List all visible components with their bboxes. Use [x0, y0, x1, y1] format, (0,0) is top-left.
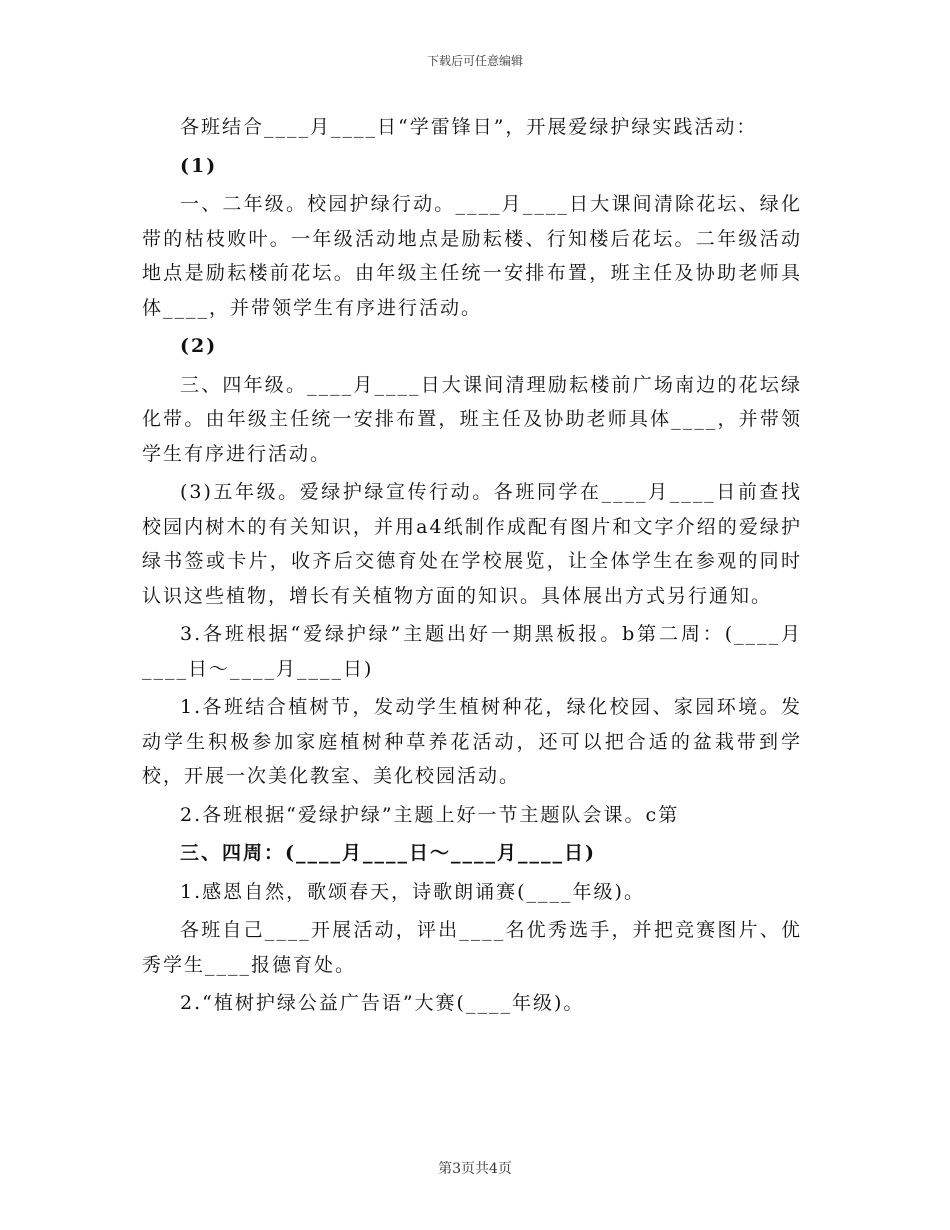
paragraph: 三、四周：(____月____日～____月____日) [180, 842, 596, 864]
paragraph: 1.各班结合植树节，发动学生植树种花，绿化校园、家园环境。发动学生积极参加家庭植树种草养花活动，还可以把合适的盆栽带到学校，开展一次美化教室、美化校园活动。 [142, 696, 802, 787]
paragraph: 3.各班根据“爱绿护绿”主题出好一期黑板报。b第二周：(____月____日～____月____日) [142, 623, 802, 680]
paragraph: 三、四年级。____月____日大课间清理励耘楼前广场南边的花坛绿化带。由年级主任统一安排布置，班主任及协助老师具体____，并带领学生有序进行活动。 [142, 373, 802, 465]
paragraph: 各班自己____开展活动，评出____名优秀选手，并把竞赛图片、优秀学生____报德育处。 [142, 919, 802, 976]
paragraph: (1) [180, 154, 218, 177]
paragraph: 2.各班根据“爱绿护绿”主题上好一节主题队会课。c第 [180, 803, 680, 826]
paragraph: 一、二年级。校园护绿行动。____月____日大课间清除花坛、绿化带的枯枝败叶。一年级活动地点是励耘楼、行知楼后花坛。二年级活动地点是励耘楼前花坛。由年级主任统一安排布置，班主任及协助老师具体____，并带领学生有序进行活动。 [142, 193, 802, 319]
paragraph: (2) [180, 335, 218, 357]
paragraph: 1.感恩自然，歌颂春天，诗歌朗诵赛(____年级)。 [180, 880, 645, 903]
page-number: 第3页共4页 [438, 1161, 512, 1177]
paragraph: 2.“植树护绿公益广告语”大赛(____年级)。 [180, 992, 585, 1014]
document-body [142, 110, 802, 1025]
page-header-note: 下载后可任意编辑 [426, 54, 523, 68]
paragraph: (3)五年级。爱绿护绿宣传行动。各班同学在____月____日前查找校园内树木的有关知识，并用a4纸制作成配有图片和文字介绍的爱绿护绿书签或卡片，收齐后交德育处在学校展览，让全体学生在参观的同时认识这些植物，增长有关植物方面的知识。具体展出方式另行通知。 [142, 481, 802, 607]
paragraph: 各班结合____月____日“学雷锋日”，开展爱绿护绿实践活动： [180, 116, 758, 138]
